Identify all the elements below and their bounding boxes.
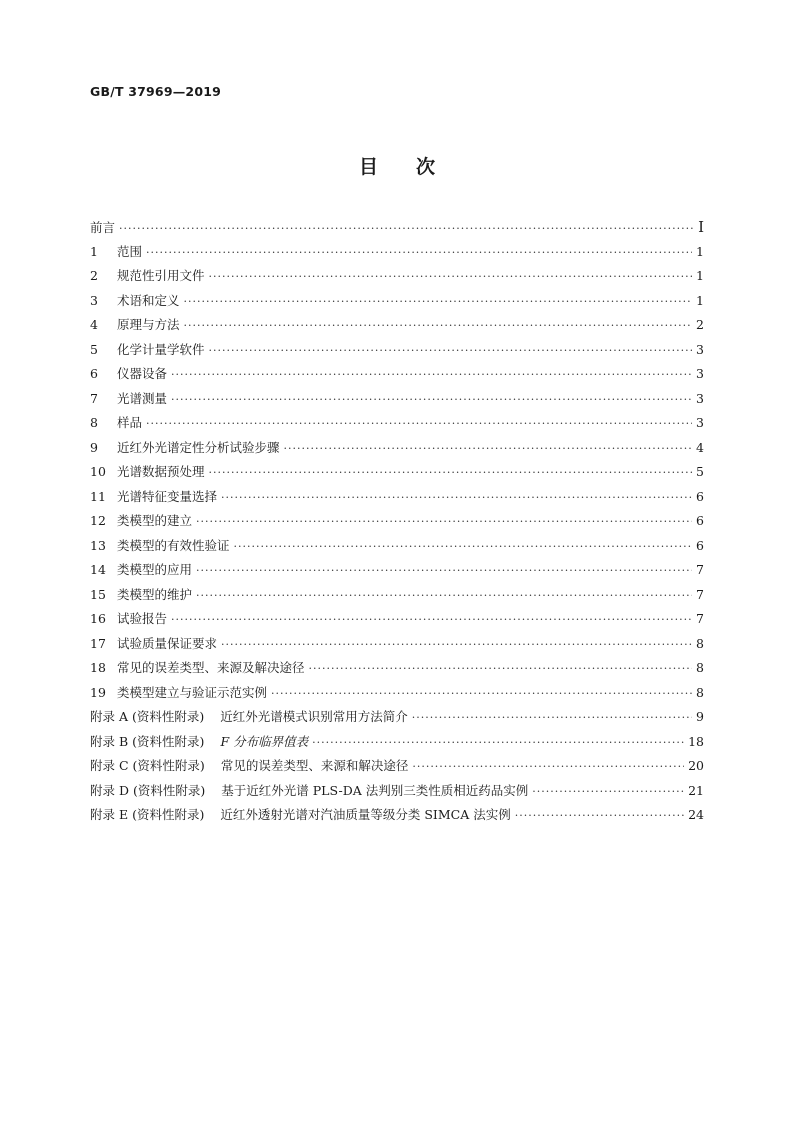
toc-entry-label: 试验报告 <box>117 611 168 626</box>
toc-entry[interactable] <box>90 656 704 681</box>
toc-entry-number: 9 <box>90 439 98 455</box>
toc-entry-number: 15 <box>90 586 106 602</box>
toc-entry-page: 7 <box>696 611 704 626</box>
toc-entry-number: 13 <box>90 537 106 553</box>
toc-entry[interactable] <box>90 509 704 534</box>
toc-entry-number: 19 <box>90 684 106 700</box>
dot-leader <box>209 265 693 290</box>
standard-code: GB/T 37969—2019 <box>90 84 222 99</box>
toc-entry-label: 原理与方法 <box>117 317 180 332</box>
toc-entry[interactable] <box>90 485 704 510</box>
dot-leader <box>312 731 684 756</box>
toc-entry-label: 光谱数据预处理 <box>117 464 205 479</box>
dot-leader <box>412 755 684 780</box>
toc-entry[interactable] <box>90 338 704 363</box>
toc-entry-label: 类模型的应用 <box>117 562 193 577</box>
appendix-heading <box>90 803 511 828</box>
toc-entry-number: 10 <box>90 464 106 479</box>
toc-appendix-entry[interactable] <box>90 705 704 730</box>
toc-entry-number: 11 <box>90 488 106 504</box>
toc-appendix-entry[interactable] <box>90 779 704 804</box>
dot-leader <box>209 339 693 364</box>
toc-entry-label: 类模型建立与验证示范实例 <box>117 684 268 700</box>
dot-leader <box>532 780 684 805</box>
appendix-kind: (资料性附录) <box>132 709 205 724</box>
toc-entry-number: 7 <box>90 390 98 406</box>
toc-entry-number: 6 <box>90 366 98 381</box>
toc-entry-label: 类模型的维护 <box>117 586 193 602</box>
toc-entry-label: 试验质量保证要求 <box>117 635 218 651</box>
toc-entry-label: 规范性引用文件 <box>117 268 205 283</box>
dot-leader <box>171 363 692 388</box>
toc-entry-label: 样品 <box>117 415 143 430</box>
appendix-kind: (资料性附录) <box>132 807 205 822</box>
appendix-heading <box>90 754 408 779</box>
toc-entry-page: 8 <box>696 660 704 675</box>
toc-entry[interactable] <box>90 240 704 265</box>
dot-leader <box>515 804 684 829</box>
dot-leader <box>196 584 692 609</box>
appendix-heading <box>90 779 528 804</box>
dot-leader <box>171 608 692 633</box>
toc-entry[interactable] <box>90 264 704 289</box>
toc-entry-page: 24 <box>688 807 704 822</box>
dot-leader <box>234 535 693 560</box>
appendix-id: 附录 B <box>90 733 129 749</box>
appendix-id: 附录 C <box>90 758 129 773</box>
toc-entry[interactable] <box>90 534 704 559</box>
dot-leader <box>271 682 692 707</box>
toc-entry-page: 2 <box>696 317 704 332</box>
toc-entry-page: 6 <box>696 488 704 504</box>
toc-appendix-entry[interactable] <box>90 730 704 755</box>
appendix-title: F 分布临界值表 <box>220 733 309 749</box>
toc-entry-page: 21 <box>688 782 704 798</box>
toc-entry-number: 18 <box>90 660 106 675</box>
toc-entry-number: 8 <box>90 415 98 430</box>
toc-entry-label: 范围 <box>117 243 143 259</box>
dot-leader <box>146 412 692 437</box>
dot-leader <box>196 510 692 535</box>
toc-entry[interactable] <box>90 583 704 608</box>
toc-entry[interactable] <box>90 460 704 485</box>
toc-entry-number: 16 <box>90 611 106 626</box>
toc-entry-number: 17 <box>90 635 106 651</box>
toc-entry-number: 12 <box>90 513 106 528</box>
toc-entry-number: 14 <box>90 562 106 577</box>
toc-entry-page: 6 <box>696 537 704 553</box>
toc-appendix-entry[interactable] <box>90 754 704 779</box>
appendix-heading <box>90 705 408 730</box>
appendix-title: 常见的误差类型、来源和解决途径 <box>220 758 409 773</box>
table-of-contents <box>90 215 704 828</box>
dot-leader <box>196 559 692 584</box>
toc-entry-number: 5 <box>90 341 98 357</box>
toc-entry-label: 近红外光谱定性分析试验步骤 <box>117 439 280 455</box>
appendix-title: 近红外透射光谱对汽油质量等级分类 SIMCA 法实例 <box>220 807 511 822</box>
toc-entry[interactable] <box>90 436 704 461</box>
appendix-id: 附录 E <box>90 807 129 822</box>
dot-leader <box>221 486 692 511</box>
toc-entry-label: 前言 <box>90 220 116 235</box>
toc-entry-foreword[interactable] <box>90 215 704 240</box>
toc-entry-page: 6 <box>696 513 704 528</box>
toc-entry-number: 3 <box>90 292 98 308</box>
dot-leader <box>146 241 692 266</box>
toc-entry-number: 4 <box>90 317 98 332</box>
toc-entry[interactable] <box>90 681 704 706</box>
dot-leader <box>209 461 693 486</box>
dot-leader <box>309 657 693 682</box>
dot-leader <box>221 633 692 658</box>
toc-entry-label: 光谱测量 <box>117 390 168 406</box>
toc-entry[interactable] <box>90 289 704 314</box>
toc-entry-number: 2 <box>90 268 98 283</box>
toc-entry-label: 常见的误差类型、来源及解决途径 <box>117 660 305 675</box>
appendix-id: 附录 D <box>90 782 129 798</box>
toc-entry-page: 7 <box>696 562 704 577</box>
toc-entry-page: 20 <box>688 758 704 773</box>
toc-entry-page: 3 <box>696 366 704 381</box>
toc-entry-page: 8 <box>696 635 704 651</box>
toc-entry-page: 3 <box>696 341 704 357</box>
toc-entry[interactable] <box>90 313 704 338</box>
appendix-kind: (资料性附录) <box>132 733 205 749</box>
toc-entry[interactable] <box>90 387 704 412</box>
toc-entry-page: 8 <box>696 684 704 700</box>
toc-entry-page: 9 <box>696 709 704 724</box>
toc-entry-label: 化学计量学软件 <box>117 341 205 357</box>
toc-entry-page: 1 <box>696 292 704 308</box>
toc-entry-page: 7 <box>696 586 704 602</box>
dot-leader <box>119 217 694 242</box>
toc-entry-label: 类模型的有效性验证 <box>117 537 230 553</box>
toc-entry[interactable] <box>90 362 704 387</box>
appendix-title: 近红外光谱模式识别常用方法简介 <box>220 709 408 724</box>
dot-leader <box>171 388 692 413</box>
toc-entry-label: 术语和定义 <box>117 292 180 308</box>
appendix-kind: (资料性附录) <box>133 782 206 798</box>
appendix-heading <box>90 730 308 755</box>
toc-entry-page: 3 <box>696 390 704 406</box>
toc-entry-page: 4 <box>696 439 704 455</box>
toc-entry-page: Ⅰ <box>698 218 704 236</box>
toc-entry-page: 5 <box>696 464 704 479</box>
appendix-title: 基于近红外光谱 PLS-DA 法判别三类性质相近药品实例 <box>221 782 529 798</box>
page-title: 目 次 <box>358 156 435 178</box>
toc-entry-label: 仪器设备 <box>117 366 168 381</box>
toc-entry-page: 1 <box>696 268 704 283</box>
toc-entry[interactable] <box>90 558 704 583</box>
dot-leader <box>412 706 692 731</box>
dot-leader <box>184 290 693 315</box>
dot-leader <box>284 437 693 462</box>
toc-entry-label: 光谱特征变量选择 <box>117 488 218 504</box>
toc-entry-page: 1 <box>696 243 704 259</box>
appendix-kind: (资料性附录) <box>132 758 205 773</box>
toc-appendix-entry[interactable] <box>90 803 704 828</box>
dot-leader <box>184 314 693 339</box>
toc-entry[interactable] <box>90 607 704 632</box>
toc-entry-number: 1 <box>90 243 98 259</box>
toc-entry-page: 3 <box>696 415 704 430</box>
toc-entry-page: 18 <box>688 733 704 749</box>
toc-entry[interactable] <box>90 632 704 657</box>
appendix-id: 附录 A <box>90 709 129 724</box>
toc-entry[interactable] <box>90 411 704 436</box>
toc-entry-label: 类模型的建立 <box>117 513 193 528</box>
